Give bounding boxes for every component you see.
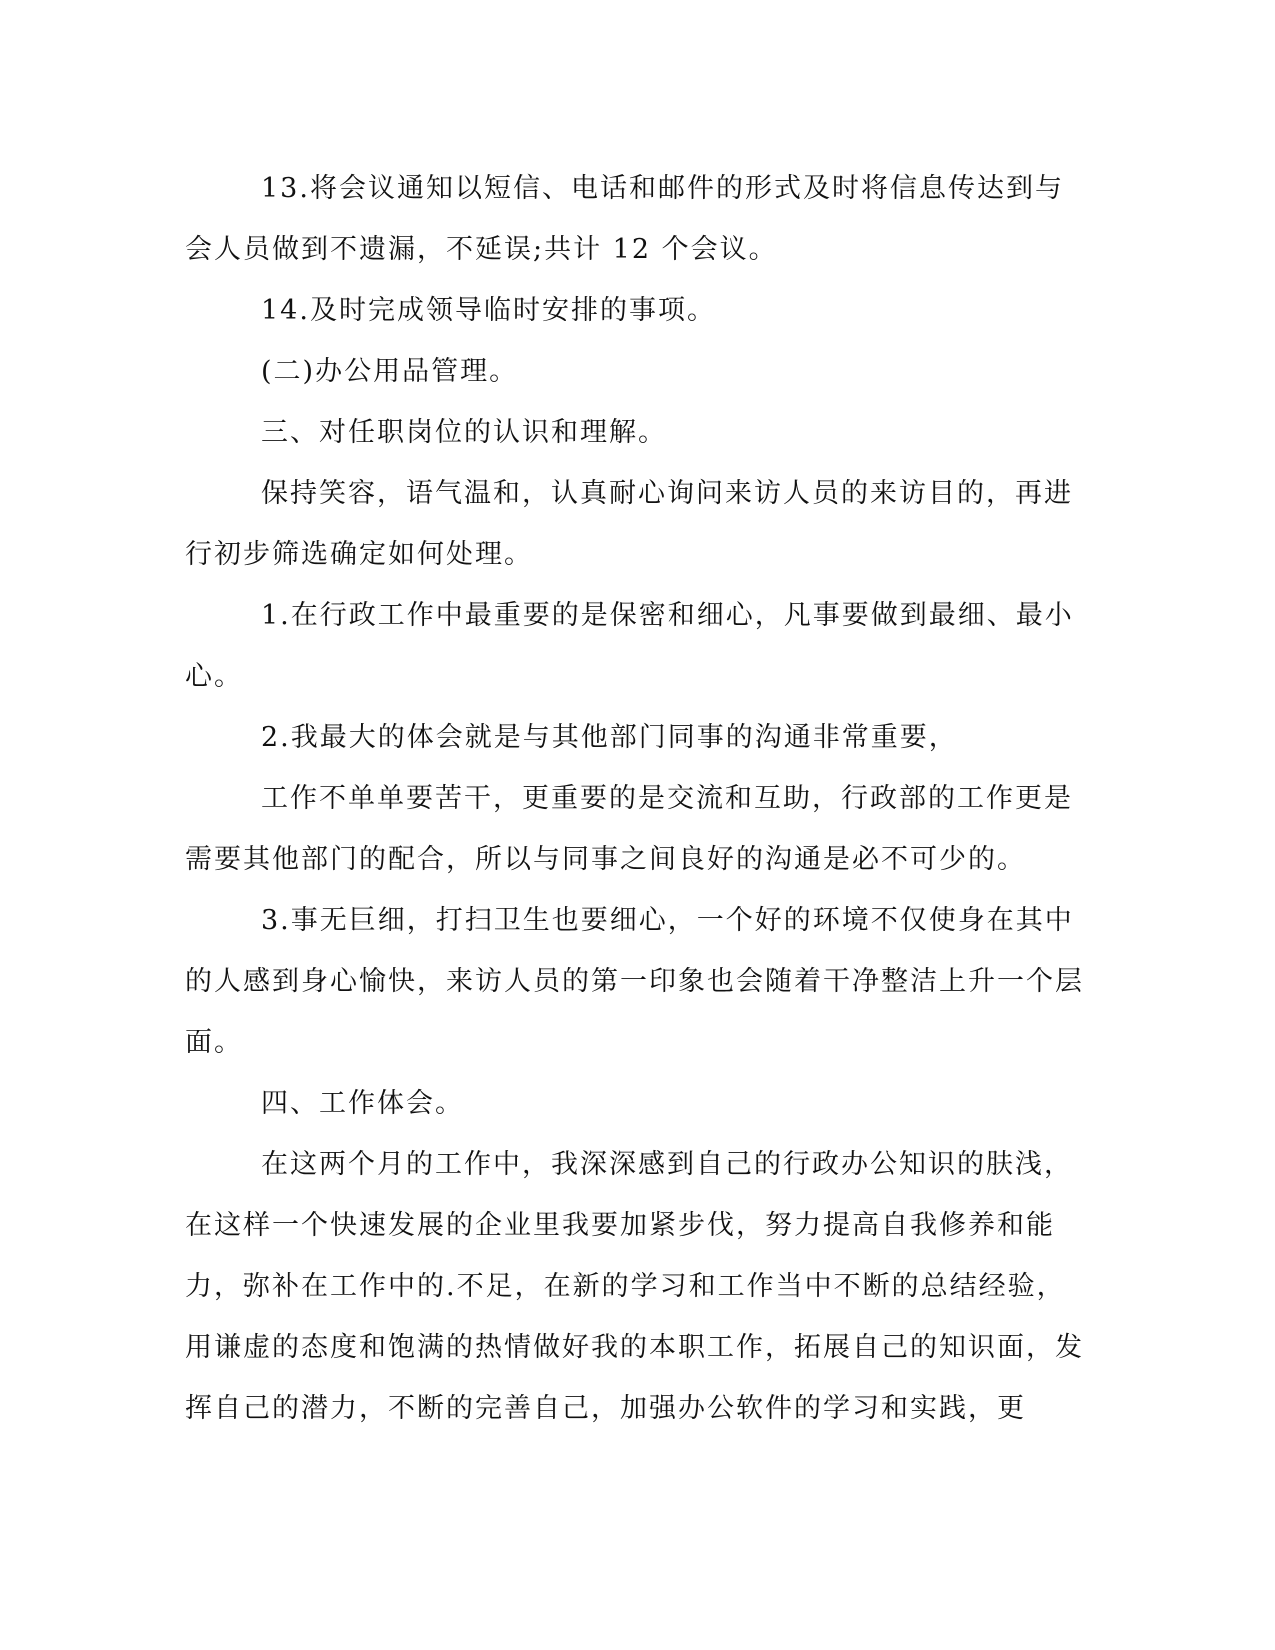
heading-position-understanding: 三、对任职岗位的认识和理解。	[261, 417, 667, 448]
paragraph-meeting-notice: 13.将会议通知以短信、电话和邮件的形式及时将信息传达到与会人员做到不遗漏，不延误;共计 12 个会议。	[185, 173, 1064, 265]
document-page	[185, 158, 1085, 1439]
heading-office-supplies: (二)办公用品管理。	[261, 356, 519, 387]
paragraph-teamwork: 工作不单单要苦干，更重要的是交流和互助，行政部的工作更是需要其他部门的配合，所以与同事之间良好的沟通是必不可少的。	[185, 783, 1073, 875]
paragraph-communication: 2.我最大的体会就是与其他部门同事的沟通非常重要，	[261, 722, 958, 753]
paragraph-cleanliness: 3.事无巨细，打扫卫生也要细心，一个好的环境不仅使身在其中的人感到身心愉快，来访人员的第一印象也会随着干净整洁上升一个层面。	[185, 905, 1084, 1058]
paragraph-reflection: 在这两个月的工作中，我深深感到自己的行政办公知识的肤浅，在这样一个快速发展的企业里我要加紧步伐，努力提高自我修养和能力，弥补在工作中的.不足，在新的学习和工作当中不断的总结经验，用谦虚的态度和饱满的热情做好我的本职工作，拓展自己的知识面，发挥自己的潜力，不断的完善自己，加强办公软件的学习和实践，更	[185, 1149, 1084, 1424]
heading-work-experience: 四、工作体会。	[261, 1088, 464, 1119]
paragraph-visitor-handling: 保持笑容，语气温和，认真耐心询问来访人员的来访目的，再进行初步筛选确定如何处理。	[185, 478, 1073, 570]
paragraph-temporary-tasks: 14.及时完成领导临时安排的事项。	[261, 295, 716, 326]
paragraph-confidentiality: 1.在行政工作中最重要的是保密和细心，凡事要做到最细、最小心。	[185, 600, 1074, 692]
